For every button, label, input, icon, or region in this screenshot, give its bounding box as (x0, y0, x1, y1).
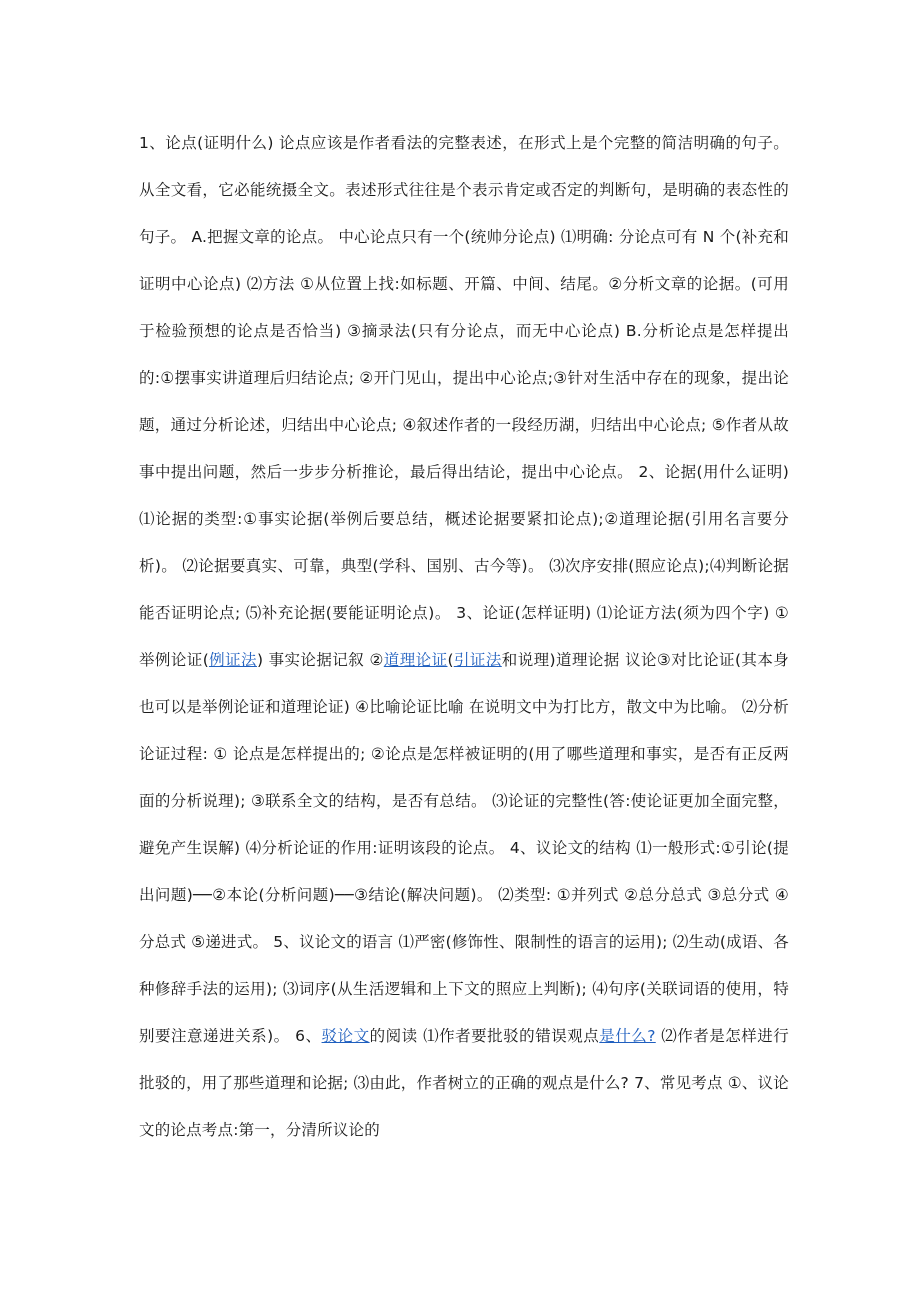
link-citation-method[interactable]: 引证法 (453, 651, 502, 669)
body-paragraph (139, 120, 789, 1154)
link-example-method[interactable]: 例证法 (208, 651, 257, 669)
text-segment: 1、论点(证明什么) 论点应该是作者看法的完整表述，在形式上是个完整的简洁明确的句子。从全文看，它必能统摄全文。表述形式往往是个表示肯定或否定的判断句，是明确的表态性的句子。 A.把握文章的论点。 中心论点只有一个(统帅分论点) ⑴明确: 分论点可有 N 个(补充和证明中心论点) ⑵方法 ①从位置上找:如标题、开篇、中间、结尾。②分析文章的论据。(可用于检验预想的论点是否恰当) ③摘录法(只有分论点，而无中心论点) B.分析论点是怎样提出的:①摆事实讲道理后归结论点; ②开门见山，提出中心论点;③针对生活中存在的现象，提出论题，通过分析论述，归结出中心论点; ④叙述作者的一段经历湖，归结出中心论点; ⑤作者从故事中提出问题，然后一步步分析推论，最后得出结论，提出中心论点。 2、论据(用什么证明) ⑴论据的类型:①事实论据(举例后要总结，概述论据要紧扣论点);②道理论据(引用名言要分析)。 ⑵论据要真实、可靠，典型(学科、国别、古今等)。 ⑶次序安排(照应论点);⑷判断论据能否证明论点; ⑸补充论据(要能证明论点)。 3、论证(怎样证明) ⑴论证方法(须为四个字) ①举例论证( (139, 134, 789, 669)
link-reasoning-argument[interactable]: 道理论证 (383, 651, 448, 669)
text-segment: ⑵作者是怎样进行批驳的，用了那些道理和论据; ⑶由此，作者树立的正确的观点是什么? 7、常见考点 ①、议论文的论点考点:第一，分清所议论的 (139, 1027, 790, 1139)
link-what-is-it[interactable]: 是什么? (599, 1027, 656, 1045)
text-segment: ( (447, 651, 454, 669)
text-segment: ) 事实论据记叙 ② (256, 651, 384, 669)
link-refutation-essay[interactable]: 驳论文 (321, 1027, 370, 1045)
text-segment: 和说理)道理论据 议论③对比论证(其本身也可以是举例论证和道理论证) ④比喻论证比喻 在说明文中为打比方，散文中为比喻。 ⑵分析论证过程: ① 论点是怎样提出的; ②论点是怎样被证明的(用了哪些道理和事实，是否有正反两面的分析说理); ③联系全文的结构，是否有总结。 ⑶论证的完整性(答:使论证更加全面完整，避免产生误解) ⑷分析论证的作用:证明该段的论点。 4、议论文的结构 ⑴一般形式:①引论(提出问题)──②本论(分析问题)──③结论(解决问题)。 ⑵类型: ①并列式 ②总分总式 ③总分式 ④分总式 ⑤递进式。 5、议论文的语言 ⑴严密(修饰性、限制性的语言的运用); ⑵生动(成语、各种修辞手法的运用); ⑶词序(从生活逻辑和上下文的照应上判断); ⑷句序(关联词语的使用，特别要注意递进关系)。 6、 (139, 651, 789, 1045)
text-segment: 的阅读 ⑴作者要批驳的错误观点 (369, 1027, 600, 1045)
